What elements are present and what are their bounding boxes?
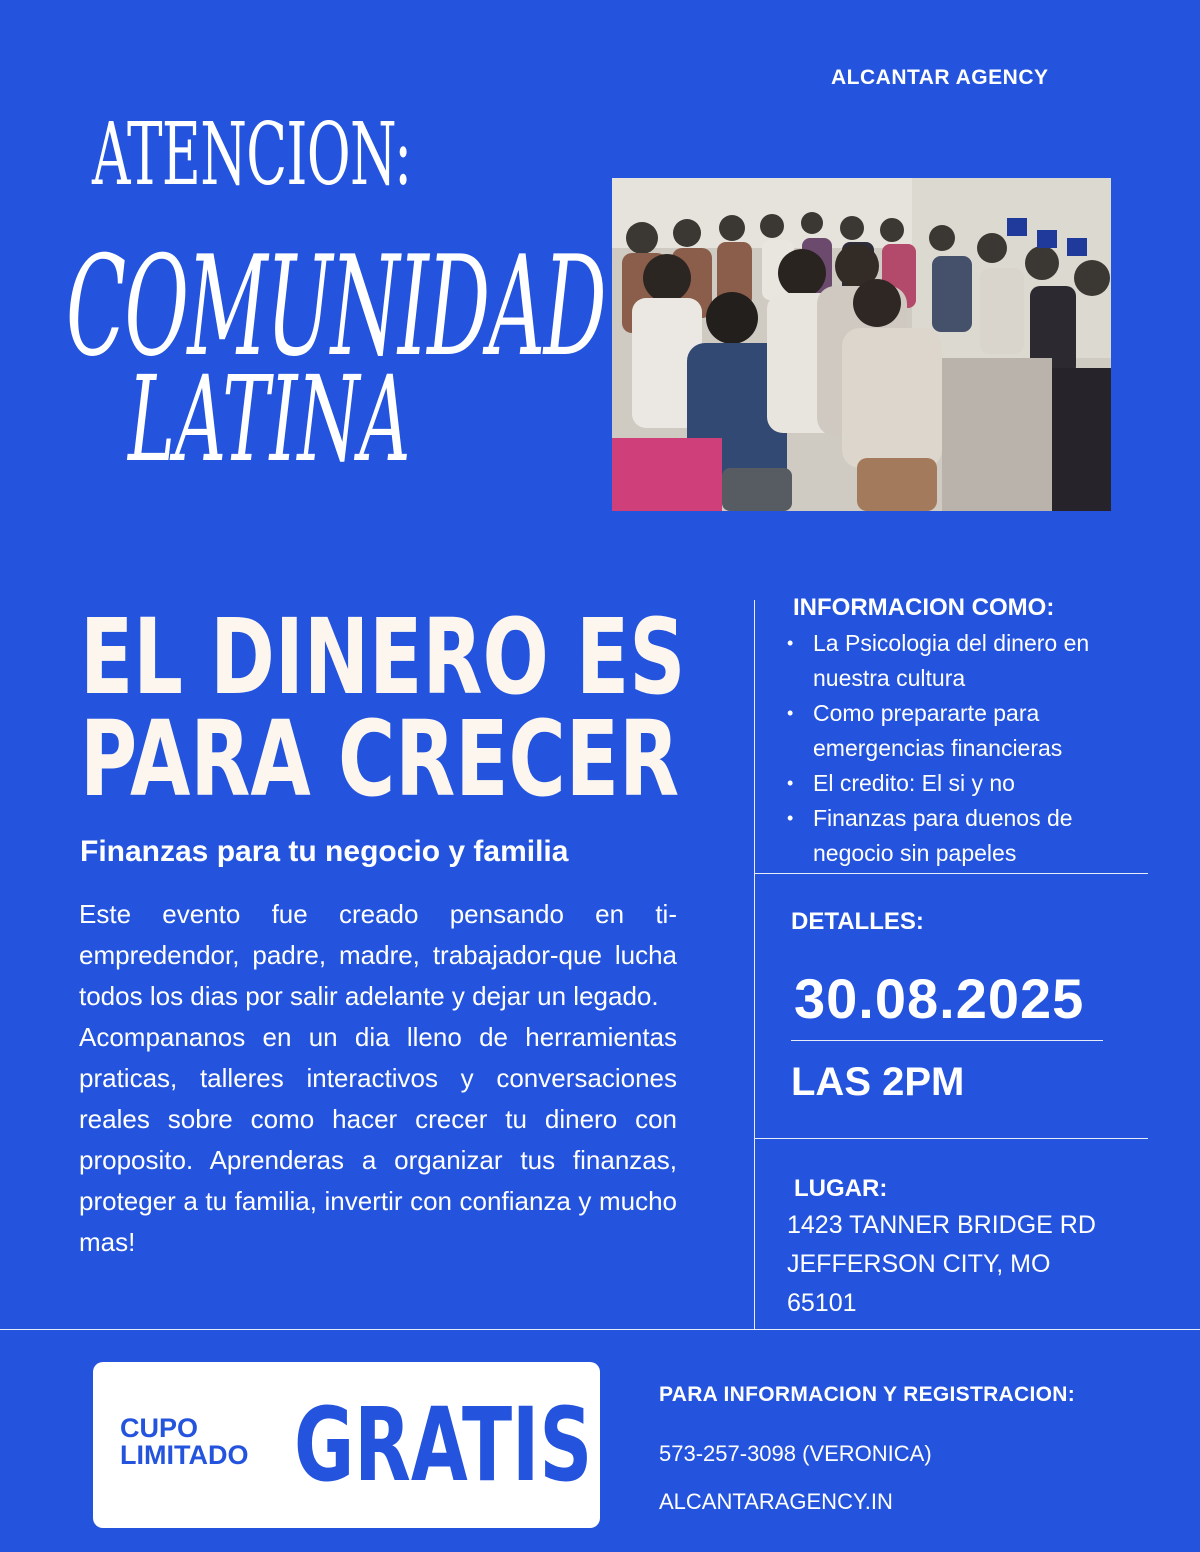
agency-name: ALCANTAR AGENCY: [831, 66, 1049, 89]
headline-latina: LATINA: [128, 350, 411, 488]
divider-details: [755, 1138, 1148, 1139]
list-item: • La Psicologia del dinero en nuestra cultura: [787, 626, 1127, 696]
address-line3: 65101: [787, 1289, 857, 1317]
info-title: INFORMACION COMO:: [793, 594, 1055, 621]
main-title-line2: PARA CRECER: [80, 698, 680, 820]
crowd-photo-illustration: [612, 178, 1111, 511]
address-line2: JEFFERSON CITY, MO: [787, 1250, 1051, 1278]
details-label: DETALLES:: [791, 908, 924, 935]
divider-date: [791, 1040, 1103, 1041]
limited-spots-label: [120, 1415, 248, 1469]
event-description: [79, 894, 677, 1263]
cupo-line1: CUPO: [120, 1413, 199, 1443]
website-link[interactable]: ALCANTARAGENCY.IN: [659, 1489, 893, 1514]
subtitle: Finanzas para tu negocio y familia: [80, 835, 569, 868]
list-item: • Finanzas para duenos de negocio sin papeles: [787, 801, 1127, 871]
description-paragraph-2: Acompananos en un dia lleno de herramientas praticas, talleres interactivos y conversaciones reales sobre como hacer crecer tu dinero con proposito. Aprenderas a organizar tus finanzas, proteger a tu familia, invertir con confianza y mucho mas!: [79, 1022, 677, 1257]
place-label: LUGAR:: [794, 1175, 888, 1202]
list-item: • Como prepararte para emergencias financieras: [787, 696, 1127, 766]
address-line1: 1423 TANNER BRIDGE RD: [787, 1211, 1096, 1239]
info-list: [787, 626, 1127, 871]
main-title: [80, 596, 686, 820]
cupo-line2: LIMITADO: [120, 1440, 249, 1470]
description-paragraph-1: Este evento fue creado pensando en ti-empredendor, padre, madre, trabajador-que lucha todos los dias por salir adelante y dejar un legado.: [79, 899, 677, 1011]
crowd-photo: [612, 178, 1111, 511]
list-item: • El credito: El si y no: [787, 766, 1127, 801]
headline-atencion: ATENCION:: [92, 105, 412, 205]
free-label: GRATIS!: [294, 1386, 626, 1505]
divider-info: [755, 873, 1148, 874]
event-time: LAS 2PM: [791, 1060, 965, 1104]
headline-comunidad: COMUNIDAD: [66, 226, 605, 387]
contact-phone[interactable]: 573-257-3098 (VERONICA): [659, 1441, 932, 1466]
vertical-divider: [754, 600, 755, 1330]
divider-footer: [0, 1329, 1200, 1330]
event-address: [787, 1206, 1167, 1323]
registration-label: PARA INFORMACION Y REGISTRACION:: [659, 1383, 1076, 1406]
main-title-line1: EL DINERO ES: [80, 596, 686, 718]
event-date: 30.08.2025: [794, 967, 1085, 1030]
